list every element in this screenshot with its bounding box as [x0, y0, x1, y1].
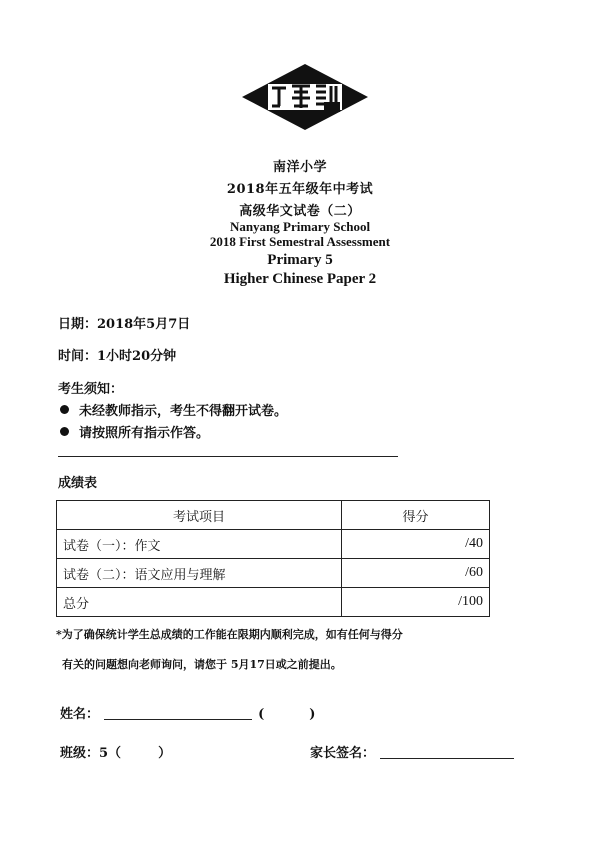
exam-title-cn: 2018年五年级年中考试	[226, 182, 374, 197]
header-score: 得分	[342, 501, 490, 530]
note-line-2: 有关的问题想向老师询问，请您于 5月17日或之前提出。	[62, 658, 342, 671]
score-table	[56, 500, 490, 617]
level-title-en: Primary 5	[267, 252, 333, 268]
header-item: 考试项目	[57, 501, 342, 530]
table-row	[57, 559, 490, 588]
row-score: /40	[342, 530, 490, 559]
table-row	[57, 588, 490, 617]
name-input-line[interactable]	[104, 719, 252, 720]
bullet-icon	[60, 427, 69, 436]
row-label: 试卷（二）：语文应用与理解	[57, 559, 342, 588]
name-paren-close: )	[309, 707, 316, 722]
school-name-cn: 南洋小学	[272, 160, 327, 175]
bullet-icon	[60, 405, 69, 414]
row-label: 试卷（一）：作文	[57, 530, 342, 559]
exam-date: 日期：2018年5月7日	[58, 317, 191, 332]
score-table-caption: 成绩表	[58, 476, 98, 491]
class-paren-close: ）	[158, 746, 172, 761]
paper-title-cn: 高级华文试卷（二）	[239, 204, 361, 219]
parent-signature-line[interactable]	[380, 758, 514, 759]
name-label: 姓名：	[60, 707, 100, 722]
table-header-row	[57, 501, 490, 530]
school-name-en: Nanyang Primary School	[229, 219, 371, 234]
exam-title-en: 2018 First Semestral Assessment	[209, 234, 391, 249]
class-field	[60, 742, 171, 761]
instructions-heading: 考生须知：	[58, 382, 124, 397]
note-line-1: *为了确保统计学生总成绩的工作能在限期内顺利完成，如有任何与得分	[56, 628, 403, 641]
instruction-item: 未经教师指示，考生不得翻开试卷。	[60, 400, 287, 419]
divider	[58, 456, 398, 457]
table-row	[57, 530, 490, 559]
name-field	[60, 703, 315, 722]
school-logo-icon	[240, 62, 370, 132]
name-paren-open: (	[258, 707, 265, 722]
row-score: /100	[342, 588, 490, 617]
instruction-item: 请按照所有指示作答。	[60, 422, 209, 441]
exam-duration: 时间：1小时20分钟	[58, 349, 177, 364]
parent-signature-label: 家长签名：	[310, 746, 376, 761]
row-score: /60	[342, 559, 490, 588]
paper-title-en: Higher Chinese Paper 2	[223, 271, 377, 287]
parent-signature-field	[310, 742, 514, 761]
class-label: 班级：5（	[60, 746, 122, 761]
row-label: 总分	[57, 588, 342, 617]
